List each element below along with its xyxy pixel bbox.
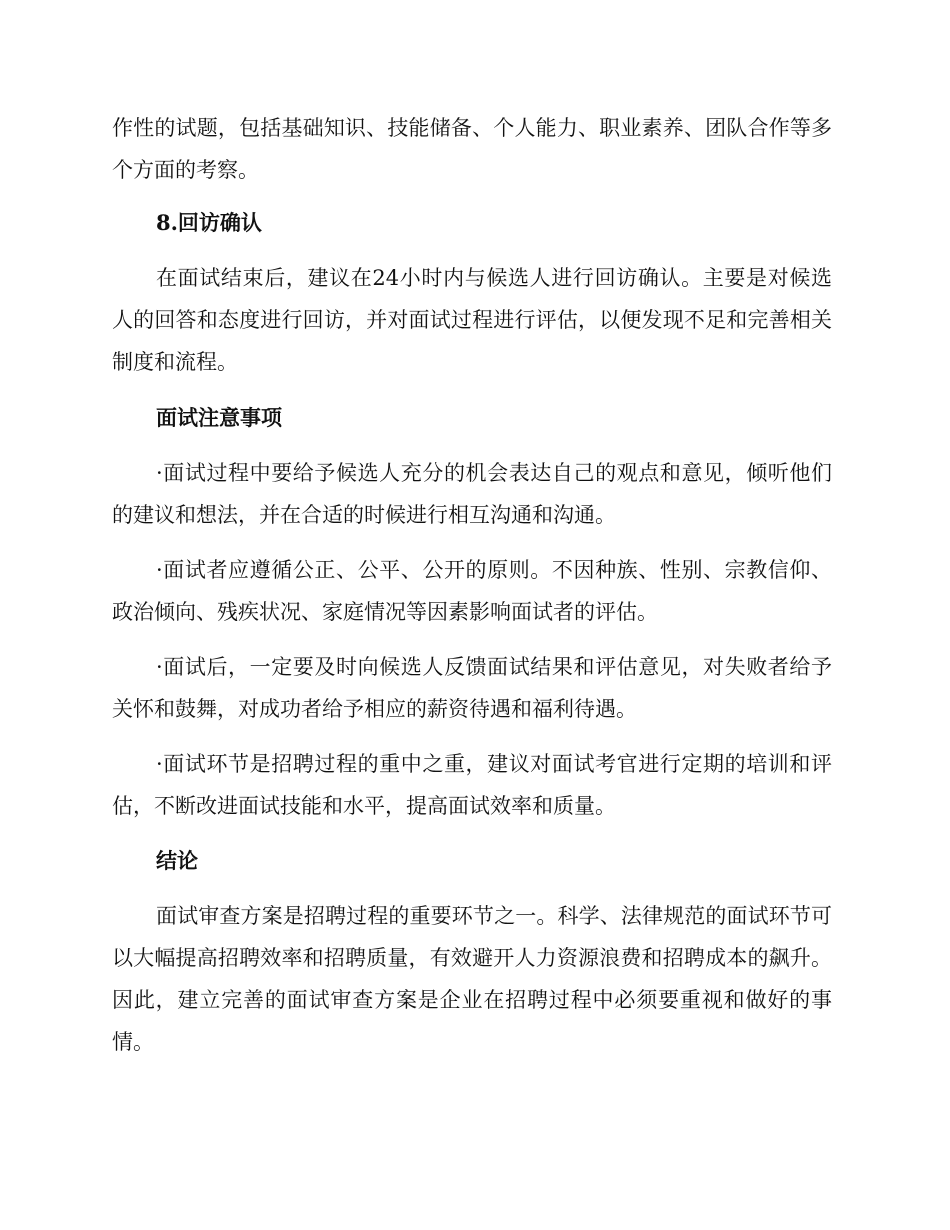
section-heading-interview-notes: 面试注意事项 [156,405,282,430]
section-heading-conclusion: 结论 [156,848,198,873]
note-item: ·面试环节是招聘过程的重中之重，建议对面试考官进行定期的培训和评估，不断改进面试技能和水平，提高面试效率和质量。 [112,752,832,818]
continuation-paragraph: 作性的试题，包括基础知识、技能储备、个人能力、职业素养、团队合作等多个方面的考察。 [112,116,832,182]
conclusion-paragraph: 面试审查方案是招聘过程的重要环节之一。科学、法律规范的面试环节可以大幅提高招聘效率和招聘质量，有效避开人力资源浪费和招聘成本的飙升。因此，建立完善的面试审查方案是企业在招聘过程中必须要重视和做好的事情。 [112,904,832,1054]
note-item: ·面试者应遵循公正、公平、公开的原则。不因种族、性别、宗教信仰、政治倾向、残疾状况、家庭情况等因素影响面试者的评估。 [112,558,832,624]
callback-paragraph: 在面试结束后，建议在24小时内与候选人进行回访确认。主要是对候选人的回答和态度进行回访，并对面试过程进行评估，以便发现不足和完善相关制度和流程。 [112,266,832,374]
note-item: ·面试后，一定要及时向候选人反馈面试结果和评估意见，对失败者给予关怀和鼓舞，对成功者给予相应的薪资待遇和福利待遇。 [112,655,832,721]
note-item: ·面试过程中要给予候选人充分的机会表达自己的观点和意见，倾听他们的建议和想法，并在合适的时候进行相互沟通和沟通。 [112,461,832,527]
section-heading-callback-confirmation: 8.回访确认 [156,210,262,235]
